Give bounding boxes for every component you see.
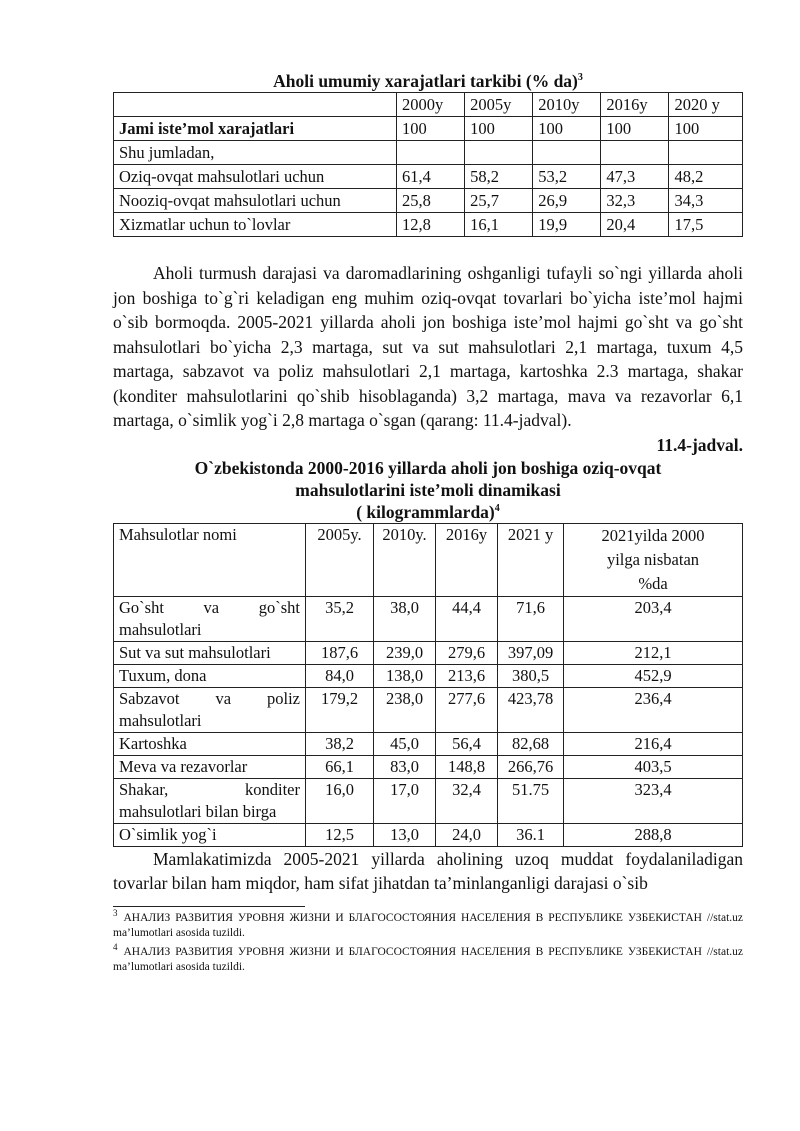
body-paragraph: Aholi turmush darajasi va daromadlarining oshganligi tufayli so`ngi yillarda aholi jon boshiga to`g`ri keladigan eng muhim oziq-ovqat tovarlari bo`yicha iste’mol hajmi o`sib bormoqda. 2005-2021 yillarda aholi jon boshiga iste’mol hajmi go`sht va go`sht mahsulotlari bo`yicha 2,3 martaga, sut va sut mahsulotlari 2,1 martaga, tuxum 4,5 martaga, sabzavot va poliz mahsulotlari 2,1 martaga, kartoshka 2.3 martaga, shakar (konditer mahsulotlarini qo`shib hisoblaganda) 3,2 martaga, mava va rezavorlar 6,1 martaga, o`simlik yog`i 2,8 martaga o`sgan (qarang: 11.4-jadval). <box>113 263 743 430</box>
table-header-row <box>114 523 743 596</box>
column-header: 2010y. <box>374 523 436 596</box>
table-cell: 288,8 <box>564 823 743 846</box>
product-name: Tuxum, dona <box>114 664 306 687</box>
table-cell: 397,09 <box>498 641 564 664</box>
table-cell: 36.1 <box>498 823 564 846</box>
footnote-divider <box>113 906 305 907</box>
table-cell: 83,0 <box>374 755 436 778</box>
table-cell: 403,5 <box>564 755 743 778</box>
table-cell: 51.75 <box>498 778 564 823</box>
year-header: 2010y <box>533 93 601 117</box>
table-row <box>114 687 743 732</box>
table-cell: 17,0 <box>374 778 436 823</box>
table-cell: 277,6 <box>436 687 498 732</box>
table-cell: 187,6 <box>306 641 374 664</box>
table-cell: 53,2 <box>533 165 601 189</box>
table-row <box>114 213 743 237</box>
footnote-text: АНАЛИЗ РАЗВИТИЯ УРОВНЯ ЖИЗНИ И БЛАГОСОСТОЯНИЯ НАСЕЛЕНИЯ В РЕСПУБЛИКЕ УЗБЕКИСТАН //stat.uz ma’lumotlari asosida tuzildi. <box>113 911 743 939</box>
table-cell: 212,1 <box>564 641 743 664</box>
table-cell <box>601 141 669 165</box>
table-header-row <box>114 93 743 117</box>
table-row <box>114 117 743 141</box>
table-cell <box>533 141 601 165</box>
footnote-text: АНАЛИЗ РАЗВИТИЯ УРОВНЯ ЖИЗНИ И БЛАГОСОСТОЯНИЯ НАСЕЛЕНИЯ В РЕСПУБЛИКЕ УЗБЕКИСТАН //stat.uz ma’lumotlari asosida tuzildi. <box>113 945 743 973</box>
year-header: 2005y <box>465 93 533 117</box>
table-cell: 216,4 <box>564 732 743 755</box>
table-cell: 38,2 <box>306 732 374 755</box>
table-cell: 47,3 <box>601 165 669 189</box>
table1-title-text: Aholi umumiy xarajatlari tarkibi (% da) <box>273 71 578 91</box>
table-cell: 100 <box>397 117 465 141</box>
table-cell: 20,4 <box>601 213 669 237</box>
table-cell: 25,7 <box>465 189 533 213</box>
footnote-number: 3 <box>113 907 118 918</box>
table-row <box>114 823 743 846</box>
table-cell: 203,4 <box>564 596 743 641</box>
year-header: 2000y <box>397 93 465 117</box>
table-cell: 19,9 <box>533 213 601 237</box>
table-cell: 100 <box>533 117 601 141</box>
table-cell: 239,0 <box>374 641 436 664</box>
table-cell: 25,8 <box>397 189 465 213</box>
table-row <box>114 732 743 755</box>
food-consumption-table <box>113 523 743 847</box>
table-cell: 179,2 <box>306 687 374 732</box>
expenditure-structure-table <box>113 92 743 237</box>
table-number-label: 11.4-jadval. <box>656 434 743 455</box>
table-cell: 26,9 <box>533 189 601 213</box>
table-cell: 452,9 <box>564 664 743 687</box>
table-cell: 12,8 <box>397 213 465 237</box>
table-cell: 82,68 <box>498 732 564 755</box>
row-label: Nooziq-ovqat mahsulotlari uchun <box>114 189 397 213</box>
table-cell: 16,0 <box>306 778 374 823</box>
year-header: 2016y <box>601 93 669 117</box>
table-cell: 34,3 <box>669 189 743 213</box>
table-row <box>114 189 743 213</box>
table-cell: 45,0 <box>374 732 436 755</box>
footnote-number: 4 <box>113 941 118 952</box>
product-name: Go`sht va go`sht mahsulotlari <box>114 596 306 641</box>
product-name: Meva va rezavorlar <box>114 755 306 778</box>
table2-title-line3 <box>113 501 743 523</box>
table-cell: 24,0 <box>436 823 498 846</box>
table-cell: 279,6 <box>436 641 498 664</box>
table-row <box>114 141 743 165</box>
footnote <box>113 941 743 975</box>
row-label: Xizmatlar uchun to`lovlar <box>114 213 397 237</box>
table1-title <box>113 70 743 92</box>
table-header-cell <box>114 93 397 117</box>
table-cell: 236,4 <box>564 687 743 732</box>
table-cell <box>669 141 743 165</box>
table-cell: 380,5 <box>498 664 564 687</box>
table-cell <box>397 141 465 165</box>
year-header: 2020 y <box>669 93 743 117</box>
table-cell: 138,0 <box>374 664 436 687</box>
table-cell: 61,4 <box>397 165 465 189</box>
product-name: Sut va sut mahsulotlari <box>114 641 306 664</box>
table-cell: 32,4 <box>436 778 498 823</box>
table-row <box>114 755 743 778</box>
row-label: Jami iste’mol xarajatlari <box>114 117 397 141</box>
table-cell: 213,6 <box>436 664 498 687</box>
row-label: Shu jumladan, <box>114 141 397 165</box>
table-row <box>114 778 743 823</box>
footnote <box>113 907 743 941</box>
product-name: Sabzavot va poliz mahsulotlari <box>114 687 306 732</box>
table-cell: 71,6 <box>498 596 564 641</box>
table-cell: 100 <box>465 117 533 141</box>
table-cell: 100 <box>601 117 669 141</box>
table-cell <box>465 141 533 165</box>
table2-title-line3-text: ( kilogrammlarda) <box>356 501 495 522</box>
table-cell: 100 <box>669 117 743 141</box>
column-header: 2021yilda 2000 yilga nisbatan %da <box>564 523 743 596</box>
table-cell: 12,5 <box>306 823 374 846</box>
table-cell: 238,0 <box>374 687 436 732</box>
table-row <box>114 165 743 189</box>
product-name: O`simlik yog`i <box>114 823 306 846</box>
footnote-ref-3: 3 <box>577 72 583 84</box>
table-cell: 32,3 <box>601 189 669 213</box>
table-cell: 66,1 <box>306 755 374 778</box>
table2-title-line2: mahsulotlarini iste’moli dinamikasi <box>295 479 561 500</box>
table-cell: 266,76 <box>498 755 564 778</box>
table2-title-line1: O`zbekistonda 2000-2016 yillarda aholi jon boshiga oziq-ovqat <box>194 457 662 478</box>
table-cell: 48,2 <box>669 165 743 189</box>
table-row <box>114 641 743 664</box>
table-cell: 13,0 <box>374 823 436 846</box>
table-cell: 16,1 <box>465 213 533 237</box>
column-header: 2016y <box>436 523 498 596</box>
document-page <box>113 70 743 975</box>
table-row <box>114 664 743 687</box>
column-header: 2021 y <box>498 523 564 596</box>
table-cell: 323,4 <box>564 778 743 823</box>
product-name: Shakar, konditer mahsulotlari bilan birga <box>114 778 306 823</box>
table-cell: 84,0 <box>306 664 374 687</box>
body-paragraph: Mamlakatimizda 2005-2021 yillarda aholining uzoq muddat foydalaniladigan tovarlar bilan ham miqdor, ham sifat jihatdan ta’minlanganligi darajasi o`sib <box>113 848 743 893</box>
table-cell: 148,8 <box>436 755 498 778</box>
table-row <box>114 596 743 641</box>
table-cell: 58,2 <box>465 165 533 189</box>
footnote-ref-4: 4 <box>494 502 500 514</box>
table-cell: 17,5 <box>669 213 743 237</box>
table-cell: 38,0 <box>374 596 436 641</box>
column-header: Mahsulotlar nomi <box>114 523 306 596</box>
column-header: 2005y. <box>306 523 374 596</box>
table-cell: 35,2 <box>306 596 374 641</box>
row-label: Oziq-ovqat mahsulotlari uchun <box>114 165 397 189</box>
table-cell: 56,4 <box>436 732 498 755</box>
table-cell: 423,78 <box>498 687 564 732</box>
product-name: Kartoshka <box>114 732 306 755</box>
table-cell: 44,4 <box>436 596 498 641</box>
